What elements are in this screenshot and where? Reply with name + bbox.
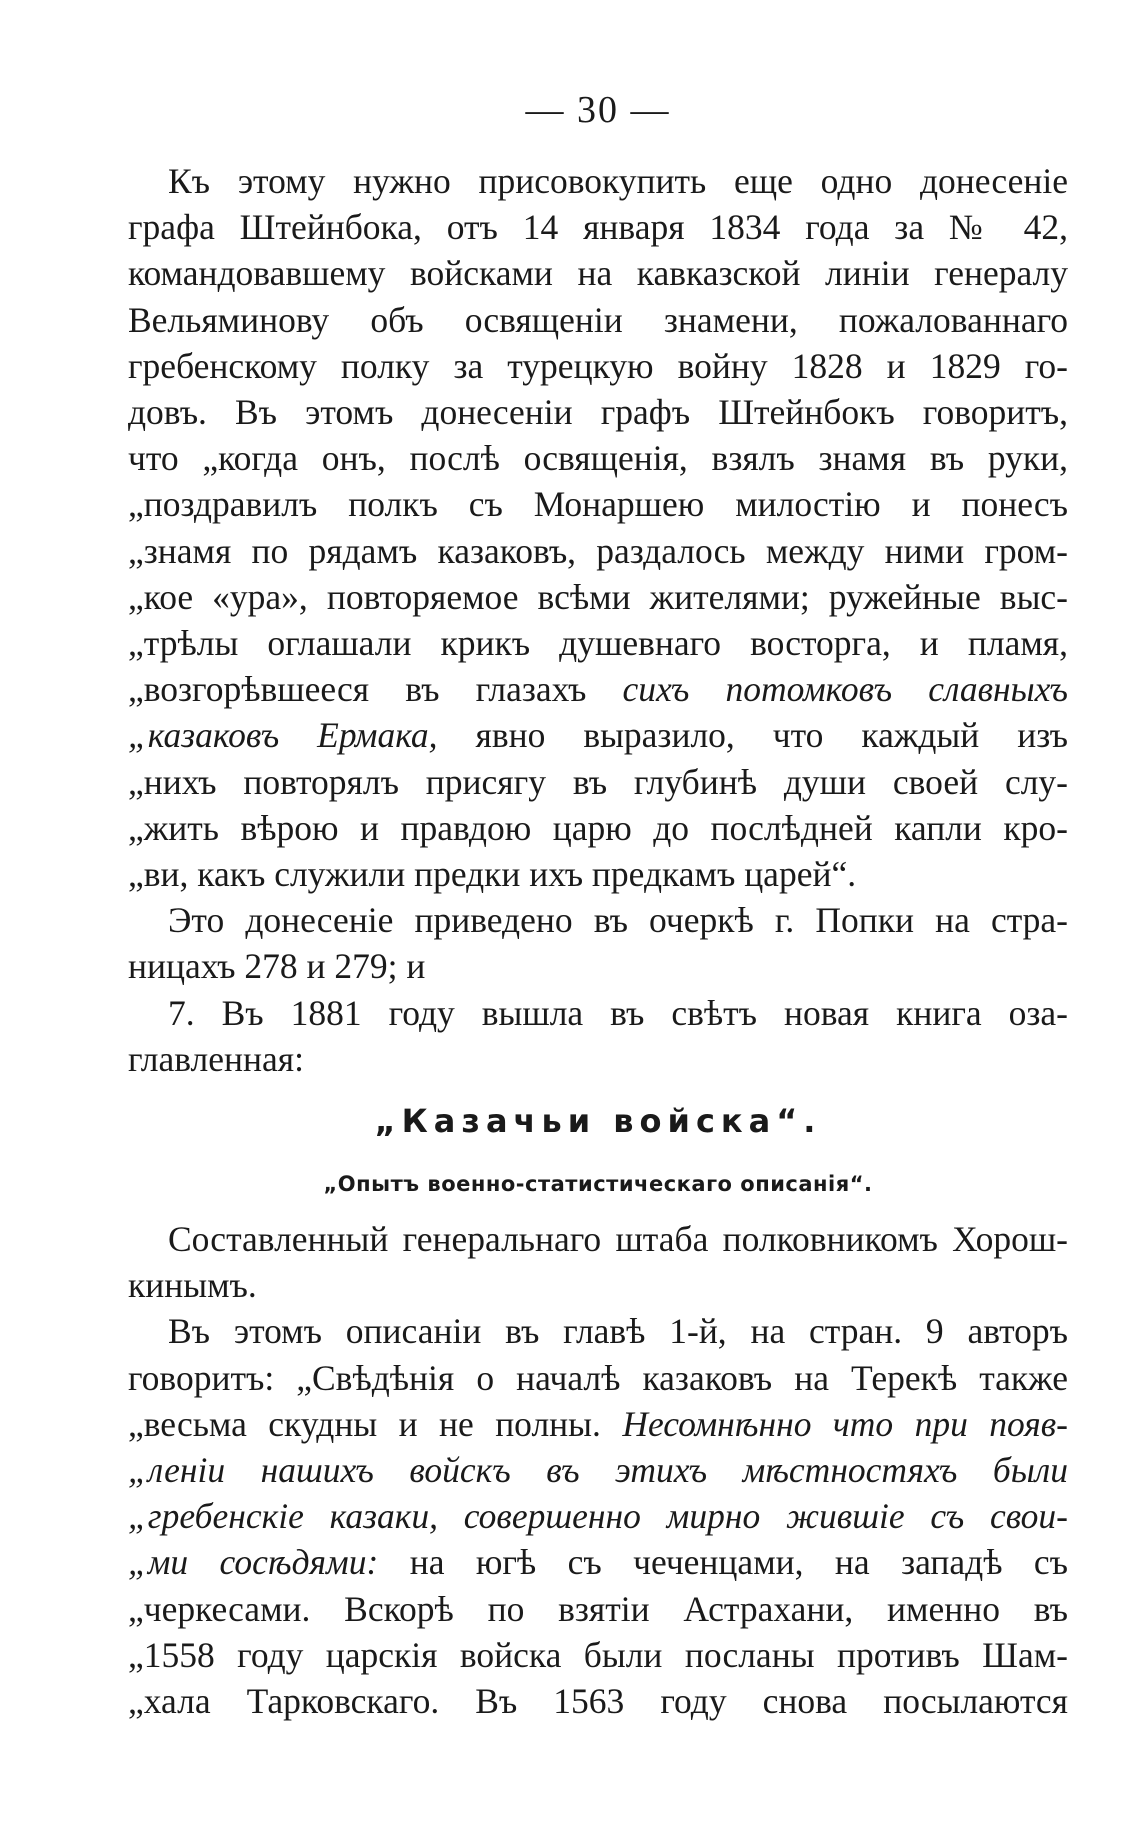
text-line: Составленный генеральнаго штаба полковникомъ Хорош- xyxy=(168,1219,1068,1260)
text-line: Вельяминову объ освященіи знамени, пожалованнаго xyxy=(128,299,1068,340)
text-line: командовавшему войсками на кавказской линіи генералу xyxy=(128,253,1068,294)
text-line-mixed xyxy=(128,666,1068,712)
text-line: „жить вѣрою и правдою царю до послѣдней капли кро- xyxy=(128,807,1068,848)
text-run: явно выразило, что каждый изъ xyxy=(437,715,1068,756)
text-line: 7. Въ 1881 году вышла въ свѣтъ новая книга оза- xyxy=(168,992,1068,1033)
text-run: „возгорѣвшееся въ глазахъ xyxy=(128,669,623,710)
text-line: Это донесеніе приведено въ очеркѣ г. Попки на стра- xyxy=(168,900,1068,941)
text-line: ницахъ 278 и 279; и xyxy=(128,946,426,987)
text-line: „поздравилъ полкъ съ Монаршею милостію и понесъ xyxy=(128,484,1068,525)
text-line: говоритъ: „Свѣдѣнія о началѣ казаковъ на Терекѣ также xyxy=(128,1357,1068,1398)
book-title: „Казачьи войска“. xyxy=(374,1102,822,1141)
text-line: „черкесами. Вскорѣ по взятіи Астрахани, именно въ xyxy=(128,1588,1068,1629)
paragraph-author xyxy=(128,1216,1068,1308)
paragraph-popka-reference xyxy=(128,897,1068,989)
paragraph-item-7 xyxy=(128,990,1068,1082)
text-run: „весьма скудны и не полны. xyxy=(128,1403,623,1444)
text-line: довъ. Въ этомъ донесеніи графъ Штейнбокъ говоритъ, xyxy=(128,392,1068,433)
text-line: графа Штейнбока, отъ 14 января 1834 года за № 42, xyxy=(128,207,1068,248)
text-line-mixed xyxy=(128,1401,1068,1447)
paragraph-report-shteinbok xyxy=(128,158,1068,897)
book-subtitle: „Опытъ военно-статистическаго описанія“. xyxy=(323,1172,873,1197)
text-line: „ви, какъ служили предки ихъ предкамъ царей“. xyxy=(128,854,857,895)
text-line: „знамя по рядамъ казаковъ, раздалось между ними гром- xyxy=(128,530,1068,571)
italic-run: сихъ потомковъ славныхъ xyxy=(622,669,1068,710)
text-line: Къ этому нужно присовокупить еще одно донесеніе xyxy=(168,161,1068,201)
paragraph-description-quote xyxy=(128,1308,1068,1724)
book-page xyxy=(128,70,1068,1790)
text-line-mixed xyxy=(128,712,1068,758)
text-line-mixed xyxy=(128,1539,1068,1585)
text-line: Въ этомъ описаніи въ главѣ 1-й, на стран. 9 авторъ xyxy=(168,1311,1068,1352)
text-run: на югѣ съ чеченцами, на западѣ съ xyxy=(378,1542,1068,1583)
italic-run: „леніи нашихъ войскъ въ этихъ мѣстностяхъ были xyxy=(128,1450,1068,1491)
text-line: кинымъ. xyxy=(128,1265,257,1306)
text-line: „нихъ повторялъ присягу въ глубинѣ души своей слу- xyxy=(128,761,1068,802)
text-line: „1558 году царскія войска были посланы противъ Шам- xyxy=(128,1634,1068,1675)
page-number: — 30 — xyxy=(525,89,671,131)
text-line: „хала Тарковскаго. Въ 1563 году снова посылаются xyxy=(128,1681,1068,1722)
italic-run: „казаковъ Ермака, xyxy=(128,715,438,756)
text-line: что „когда онъ, послѣ освященія, взялъ знамя въ руки, xyxy=(128,438,1068,479)
text-line: главленная: xyxy=(128,1038,304,1079)
text-line-italic xyxy=(128,1447,1068,1493)
text-line: гребенскому полку за турецкую войну 1828 и 1829 го- xyxy=(128,345,1068,386)
italic-run: Несомнѣнно что при появ- xyxy=(622,1403,1068,1444)
text-line-italic xyxy=(128,1493,1068,1539)
italic-run: „гребенскіе казаки, совершенно мирно жившіе съ свои- xyxy=(128,1496,1068,1537)
text-line: „кое «ура», повторяемое всѣми жителями; ружейные выс- xyxy=(128,576,1068,617)
italic-run: „ми сосѣдями: xyxy=(128,1542,379,1583)
text-line: „трѣлы оглашали крикъ душевнаго восторга, и пламя, xyxy=(128,623,1068,664)
